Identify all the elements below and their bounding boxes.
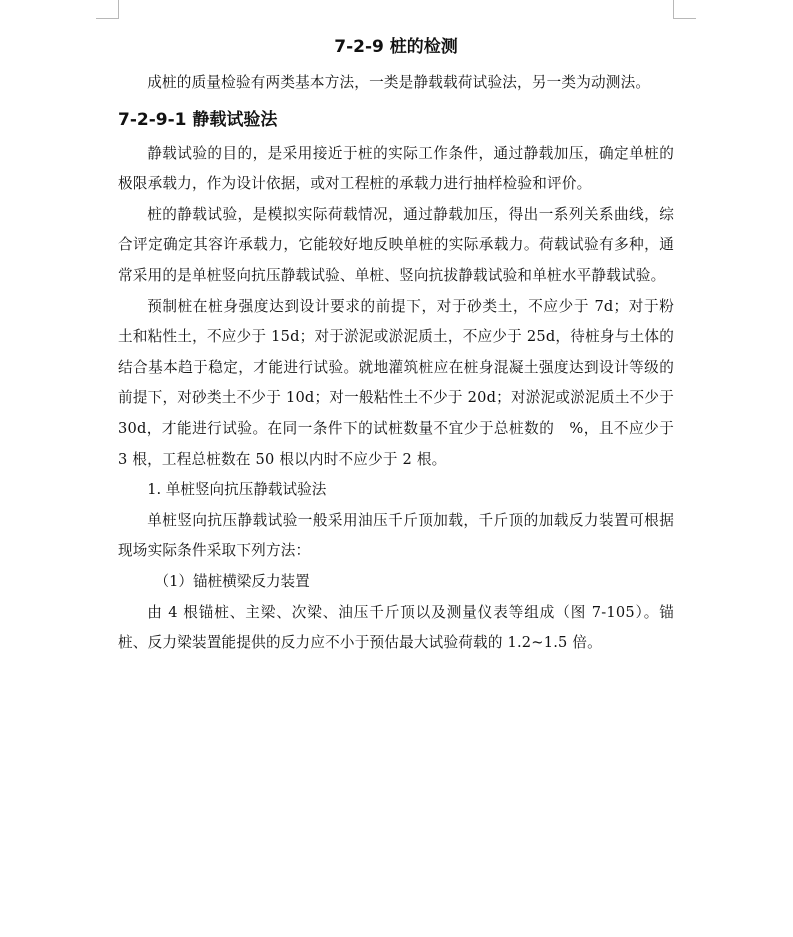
document-page <box>118 30 674 659</box>
paragraph-test-timing: 预制桩在桩身强度达到设计要求的前提下，对于砂类土，不应少于 7d；对于粉土和粘性土，不应少于 15d；对于淤泥或淤泥质土，不应少于 25d，待桩身与土体的结合基本趋于稳定，才能进行试验。就地灌筑桩应在桩身混凝土强度达到设计等级的前提下，对砂类土不少于 10d；对一般粘性土不少于 20d；对淤泥或淤泥质土不少于 30d，才能进行试验。在同一条件下的试桩数量不宜少于总桩数的 %，且不应少于 3 根，工程总桩数在 50 根以内时不应少于 2 根。 <box>118 297 674 468</box>
paragraph-jack-loading: 单桩竖向抗压静载试验一般采用油压千斤顶加载，千斤顶的加载反力装置可根据现场实际条件采取下列方法： <box>118 511 674 560</box>
intro-paragraph: 成桩的质量检验有两类基本方法，一类是静载载荷试验法，另一类为动测法。 <box>147 74 651 91</box>
document-title: 7-2-9 桩的检测 <box>334 37 458 57</box>
page-corner-mark-top-left <box>96 0 119 19</box>
paragraph-purpose: 静载试验的目的，是采用接近于桩的实际工作条件，通过静载加压，确定单桩的极限承载力，作为设计依据，或对工程桩的承载力进行抽样检验和评价。 <box>118 144 674 193</box>
paragraph-anchor-pile-composition: 由 4 根锚桩、主梁、次梁、油压千斤顶以及测量仪表等组成（图 7-105）。锚桩、反力梁装置能提供的反力应不小于预估最大试验荷载的 1.2~1.5 倍。 <box>118 603 674 652</box>
list-item-anchor-pile-reaction: （1）锚桩横梁反力装置 <box>154 572 310 590</box>
paragraph-static-load-test: 桩的静载试验，是模拟实际荷载情况，通过静载加压，得出一系列关系曲线，综合评定确定其容许承载力，它能较好地反映单桩的实际承载力。荷载试验有多种，通常采用的是单桩竖向抗压静载试验、单桩、竖向抗拔静载试验和单桩水平静载试验。 <box>118 205 674 284</box>
section-heading: 7-2-9-1 静载试验法 <box>118 109 278 130</box>
page-corner-mark-top-right <box>673 0 696 19</box>
list-item-vertical-compression-test: 1. 单桩竖向抗压静载试验法 <box>147 481 327 499</box>
